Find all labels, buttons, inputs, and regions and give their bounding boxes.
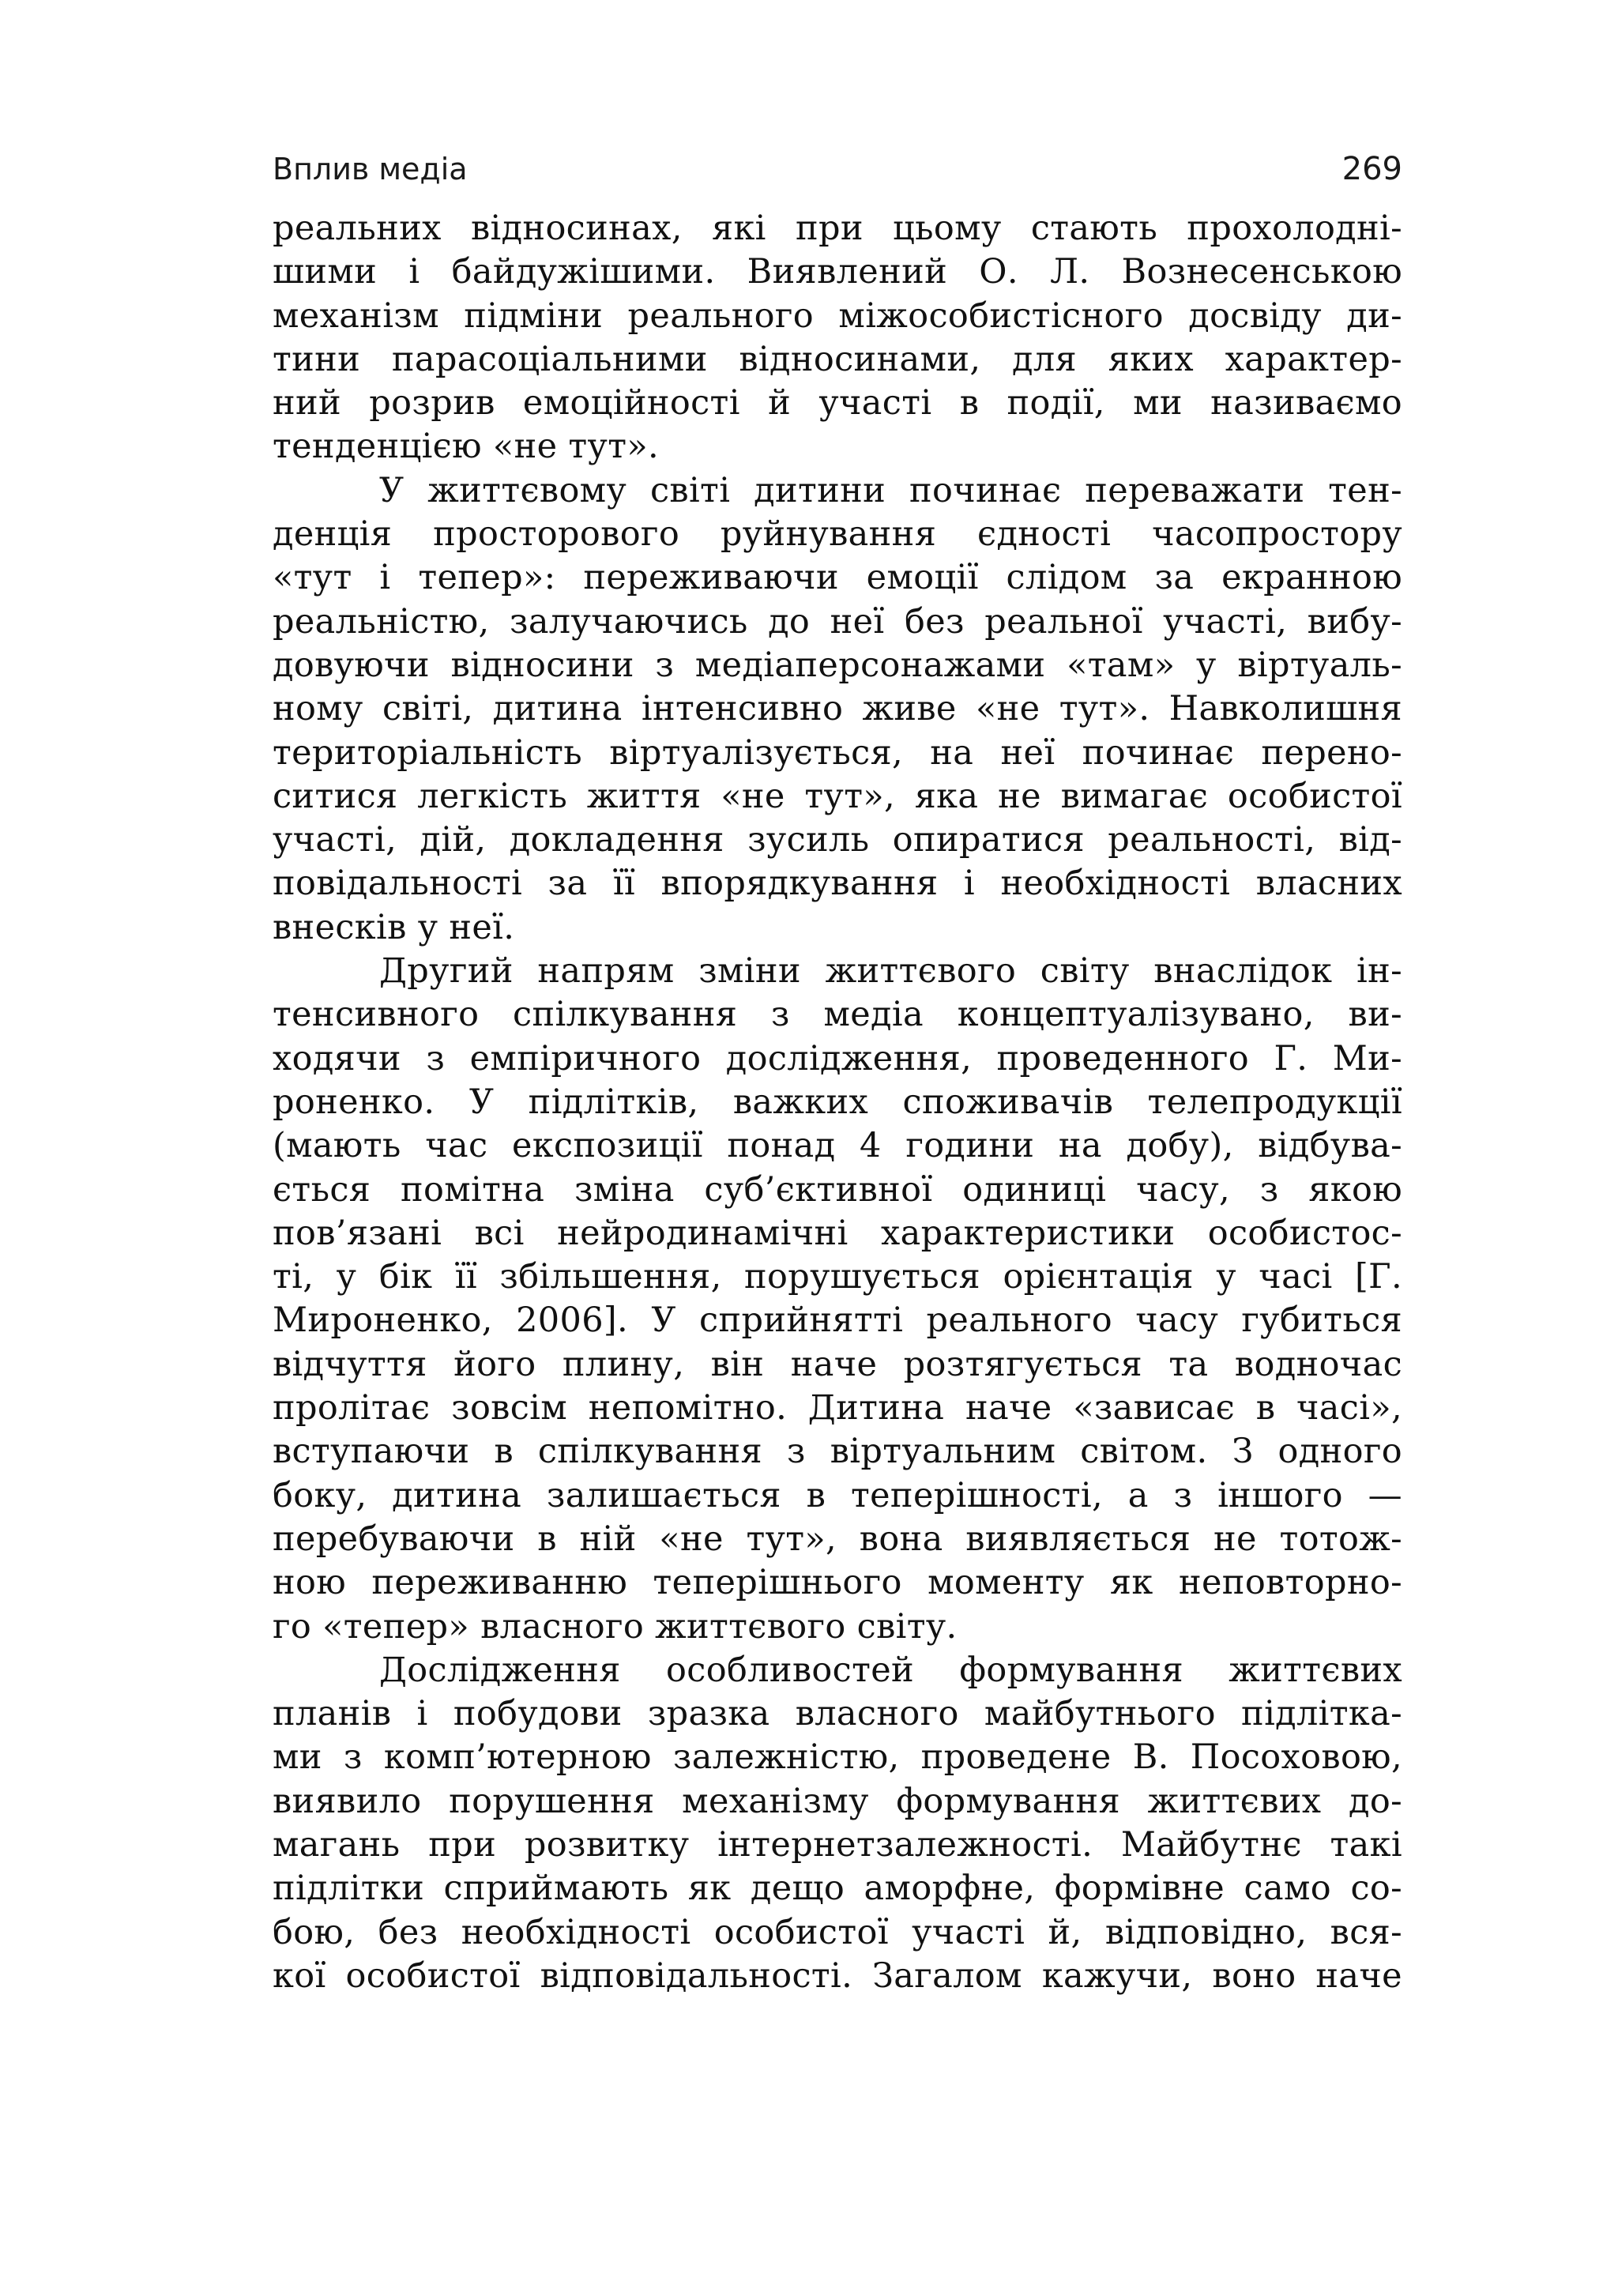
body-text [273, 207, 1402, 1998]
text-line: Мироненко, 2006]. У сприйнятті реального часу губиться [273, 1300, 1402, 1341]
text-line: Другий напрям зміни життєвого світу внаслідок ін- [379, 951, 1402, 992]
text-line: Дослідження особливостей формування життєвих [379, 1650, 1402, 1690]
text-line: планів і побудови зразка власного майбутнього підлітка- [273, 1694, 1402, 1734]
text-line: механізм підміни реального міжособистісного досвіду ди- [273, 295, 1402, 336]
text-line: кої особистої відповідальності. Загалом кажучи, воно наче [273, 1955, 1402, 1996]
text-line: магань при розвитку інтернетзалежності. Майбутнє такі [273, 1824, 1402, 1865]
text-line: повідальності за її впорядкування і необхідності власних [273, 864, 1402, 904]
text-line: «тут і тепер»: переживаючи емоції слідом за екранною [273, 558, 1402, 598]
text-line: тини парасоціальними відносинами, для яких характер- [273, 339, 1402, 379]
text-line: ходячи з емпіричного дослідження, проведенного Г. Ми- [273, 1038, 1402, 1078]
text-line: го «тепер» власного життєвого світу. [273, 1606, 958, 1647]
text-line: тенденцією «не тут». [273, 427, 660, 467]
text-line: ми з комп’ютерною залежністю, проведене В. Посоховою, [273, 1737, 1402, 1778]
text-line: реальністю, залучаючись до неї без реальної участі, вибу- [273, 601, 1402, 642]
text-line: ситися легкість життя «не тут», яка не вимагає особистої [273, 776, 1402, 816]
text-line: У життєвому світі дитини починає переважати тен- [379, 470, 1402, 510]
text-line: ті, у бік її збільшення, порушується орієнтація у часі [Г. [273, 1257, 1402, 1297]
text-line: ний розрив емоційності й участі в події, ми називаємо [273, 383, 1402, 423]
text-line: денція просторового руйнування єдності часопростору [273, 514, 1402, 555]
text-line: вступаючи в спілкування з віртуальним світом. З одного [273, 1432, 1402, 1472]
text-line: підлітки сприймають як дещо аморфне, формівне само со- [273, 1869, 1402, 1909]
running-title: Вплив медіа [273, 152, 468, 186]
text-line: внесків у неї. [273, 907, 515, 947]
text-line: відчуття його плину, він наче розтягується та водночас [273, 1344, 1402, 1384]
text-line: довуючи відносини з медіаперсонажами «там» у віртуаль- [273, 645, 1402, 685]
running-head [273, 147, 1402, 191]
text-line: участі, дій, докладення зусиль опиратися реальності, від- [273, 820, 1402, 860]
text-line: боку, дитина залишається в теперішності, а з іншого — [273, 1475, 1402, 1515]
text-line: виявило порушення механізму формування життєвих до- [273, 1781, 1402, 1821]
text-line: пролітає зовсім непомітно. Дитина наче «зависає в часі», [273, 1388, 1402, 1428]
text-line: шими і байдужішими. Виявлений О. Л. Вознесенською [273, 252, 1402, 292]
text-line: ною переживанню теперішнього моменту як неповторно- [273, 1563, 1402, 1603]
text-line: бою, без необхідності особистої участі й, відповідно, вся- [273, 1912, 1402, 1952]
text-line: роненко. У підлітків, важких споживачів телепродукції [273, 1082, 1402, 1122]
text-line: територіальність віртуалізується, на неї починає перено- [273, 732, 1402, 773]
text-line: ному світі, дитина інтенсивно живе «не тут». Навколишня [273, 689, 1402, 729]
page-number: 269 [1341, 151, 1402, 187]
text-line: перебуваючи в ній «не тут», вона виявляється не тотож- [273, 1519, 1402, 1559]
text-line: пов’язані всі нейродинамічні характеристики особистос- [273, 1213, 1402, 1253]
text-line: (мають час експозиції понад 4 години на добу), відбува- [273, 1126, 1402, 1166]
text-line: тенсивного спілкування з медіа концептуалізувано, ви- [273, 995, 1402, 1035]
text-line: реальних відносинах, які при цьому стають прохолодні- [273, 209, 1402, 248]
text-line: ється помітна зміна суб’єктивної одиниці часу, з якою [273, 1169, 1402, 1210]
